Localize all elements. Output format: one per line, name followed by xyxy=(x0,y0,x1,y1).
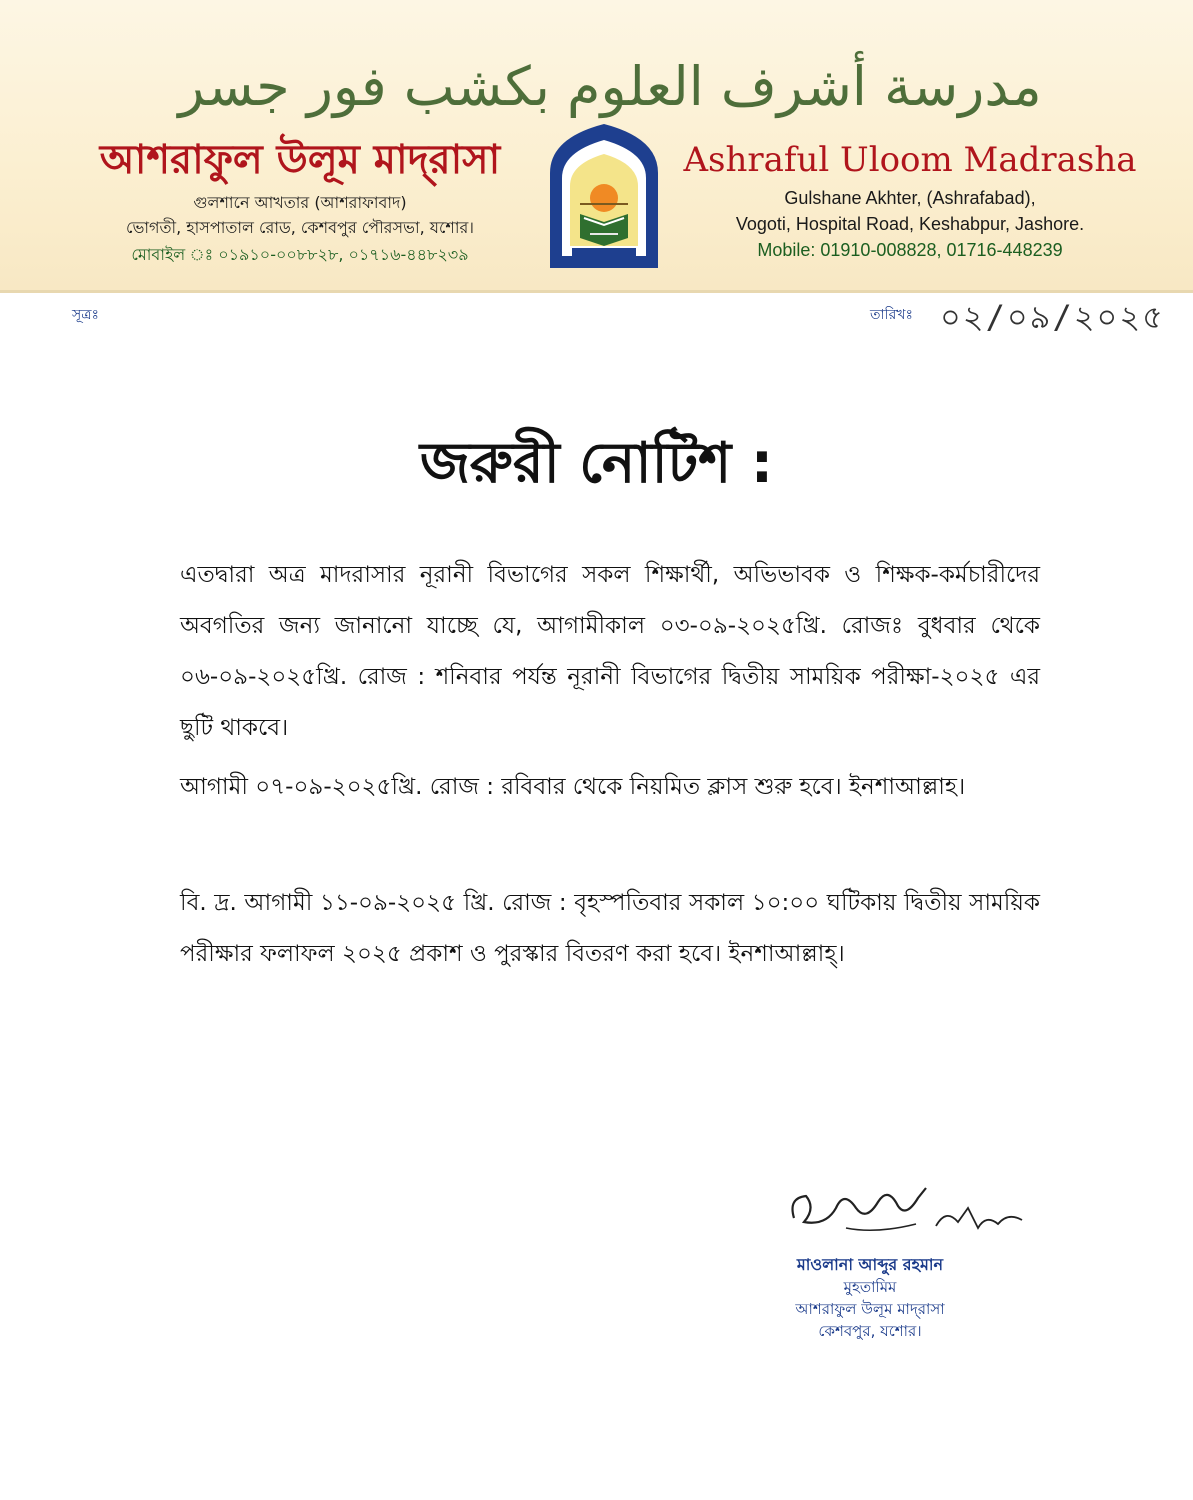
notice-paragraph-2: আগামী ০৭-০৯-২০২৫খ্রি. রোজ : রবিবার থেকে নিয়মিত ক্লাস শুরু হবে। ইনশাআল্লাহ। xyxy=(180,774,966,800)
signatory-designation: মুহতামিম xyxy=(843,1278,897,1296)
letterhead xyxy=(0,0,1193,293)
notice-title: জরুরী নোটিশ : xyxy=(419,431,774,496)
date-value: ০২/০৯/২০২৫ xyxy=(940,298,1165,336)
madrasha-logo xyxy=(540,118,668,278)
signatory-institution: আশরাফুল উলূম মাদ্‌রাসা xyxy=(795,1300,945,1318)
arabic-calligraphy-banner xyxy=(80,55,1140,125)
signatory-name: মাওলানা আব্দুর রহমান xyxy=(796,1255,944,1274)
reference-label: সূত্রঃ xyxy=(72,307,99,323)
date-label: তারিখঃ xyxy=(870,307,913,323)
english-address-line-2: Vogoti, Hospital Road, Keshabpur, Jashore. xyxy=(735,214,1085,234)
signatory-location: কেশবপুর, যশোর। xyxy=(818,1322,922,1340)
english-institution-name: Ashraful Uloom Madrasha xyxy=(683,140,1137,180)
bengali-address-line-1: গুলশানে আখতার (আশরাফাবাদ) xyxy=(193,193,407,212)
signature-scribble-icon xyxy=(786,1178,1036,1248)
english-address-line-1: Gulshane Akhter, (Ashrafabad), xyxy=(784,188,1036,208)
signature-block xyxy=(750,1254,990,1342)
handwritten-signature xyxy=(786,1178,1036,1248)
bengali-address-line-2: ভোগতী, হাসপাতাল রোড, কেশবপুর পৌরসভা, যশোর। xyxy=(125,218,475,237)
english-mobile-line: Mobile: 01910-008828, 01716-448239 xyxy=(757,240,1063,260)
logo-emblem-icon xyxy=(540,118,668,278)
bengali-mobile-line: মোবাইল ঃ ০১৯১০-০০৮৮২৮, ০১৭১৬-৪৪৮২৩৯ xyxy=(131,245,469,264)
notice-paragraph-1: এতদ্বারা অত্র মাদরাসার নূরানী বিভাগের সকল শিক্ষার্থী, অভিভাবক ও শিক্ষক-কর্মচারীদের অবগতির জন্য জানানো যাচ্ছে যে, আগামীকাল ০৩-০৯-২০২৫খ্রি. রোজঃ বুধবার থেকে ০৬-০৯-২০২৫খ্রি. রোজ : শনিবার পর্যন্ত নূরানী বিভাগের দ্বিতীয় সাময়িক পরীক্ষা-২০২৫ এর ছুটি থাকবে। xyxy=(180,562,1040,741)
arabic-institution-name: مدرسة أشرف العلوم بكشب فور جسر xyxy=(178,55,1042,118)
notice-paragraph-3: বি. দ্র. আগামী ১১-০৯-২০২৫ খ্রি. রোজ : বৃহস্পতিবার সকাল ১০:০০ ঘটিকায় দ্বিতীয় সাময়িক পরীক্ষার ফলাফল ২০২৫ প্রকাশ ও পুরস্কার বিতরণ করা হবে। ইনশাআল্লাহ্। xyxy=(180,890,1040,967)
bengali-institution-name: আশরাফুল উলূম মাদ্‌রাসা xyxy=(99,137,501,183)
